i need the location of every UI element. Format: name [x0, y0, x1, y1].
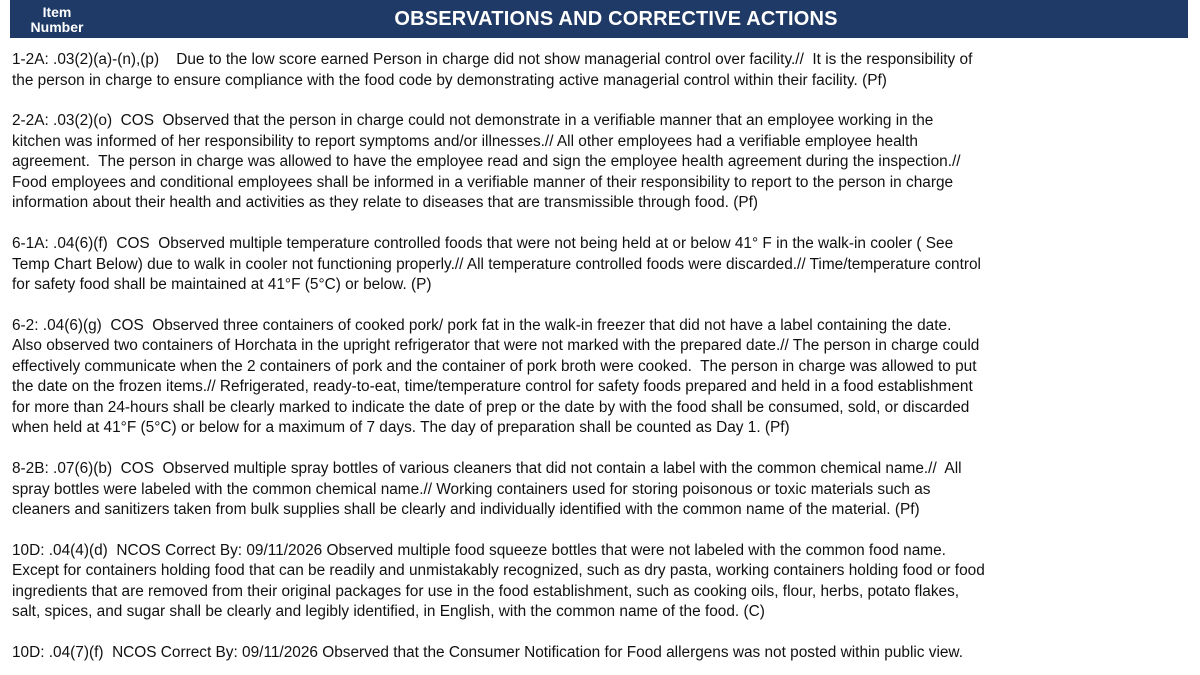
item-number-label: Item Number: [30, 3, 84, 35]
item-number-heading: [10, 4, 104, 35]
observation-8-2b: 8-2B: .07(6)(b) COS Observed multiple spray bottles of various cleaners that did not contain a label with the common chemical name.// All spray bottles were labeled with the common chemical name.// Working containers used for storing poisonous or toxic materials such as cleaners and sanitizers taken from bulk supplies shall be clearly and individually identified with the common name of the material. (Pf): [12, 460, 962, 519]
observations-list: [12, 50, 1188, 662]
observation-10d-cut-off: 10D: .04(7)(f) NCOS Correct By: 09/11/2026 Observed that the Consumer Notification for Food allergens was not posted within public view.: [12, 644, 963, 662]
observation-6-1a: 6-1A: .04(6)(f) COS Observed multiple temperature controlled foods that were not being held at or below 41° F in the walk-in cooler ( See Temp Chart Below) due to walk in cooler not functioning properly.// All temperature controlled foods were discarded.// Time/temperature control for safety food shall be maintained at 41°F (5°C) or below. (P): [12, 235, 981, 294]
observation-1-2a: 1-2A: .03(2)(a)-(n),(p) Due to the low score earned Person in charge did not show managerial control over facility.// It is the responsibility of the person in charge to ensure compliance with the food code by demonstrating active managerial control within their facility. (Pf): [12, 51, 973, 89]
section-title: OBSERVATIONS AND CORRECTIVE ACTIONS: [394, 7, 838, 30]
observation-10d: 10D: .04(4)(d) NCOS Correct By: 09/11/2026 Observed multiple food squeeze bottles that were not labeled with the common food name. Except for containers holding food that can be readily and unmistakably recognized, such as dry pasta, working containers holding food or food ingredients that are removed from their original packages for use in the food establishment, such as cooking oils, flour, herbs, potato flakes, salt, spices, and sugar shall be clearly and legibly identified, in English, with the common name of the food. (C): [12, 541, 985, 621]
observations-header: [10, 0, 1188, 38]
observation-2-2a: 2-2A: .03(2)(o) COS Observed that the person in charge could not demonstrate in a verifiable manner that an employee working in the kitchen was informed of her responsibility to report symptoms and/or illnesses.// All other employees had a verifiable employee health agreement. The person in charge was allowed to have the employee read and sign the employee health agreement during the inspection.// Food employees and conditional employees shall be informed in a verifiable manner of their responsibility to report to the person in charge information about their health and activities as they relate to diseases that are transmissible through food. (Pf): [12, 112, 961, 212]
observation-6-2: 6-2: .04(6)(g) COS Observed three containers of cooked pork/ pork fat in the walk-in freezer that did not have a label containing the date. Also observed two containers of Horchata in the upright refrigerator that were not marked with the prepared date.// The person in charge could effectively communicate when the 2 containers of pork and the container of pork broth were cooked. The person in charge was allowed to put the date on the frozen items.// Refrigerated, ready-to-eat, time/temperature control for safety foods prepared and held in a food establishment for more than 24-hours shall be clearly marked to indicate the date of prep or the date by with the food shall be consumed, sold, or discarded when held at 41°F (5°C) or below for a maximum of 7 days. The day of preparation shall be counted as Day 1. (Pf): [12, 316, 980, 437]
